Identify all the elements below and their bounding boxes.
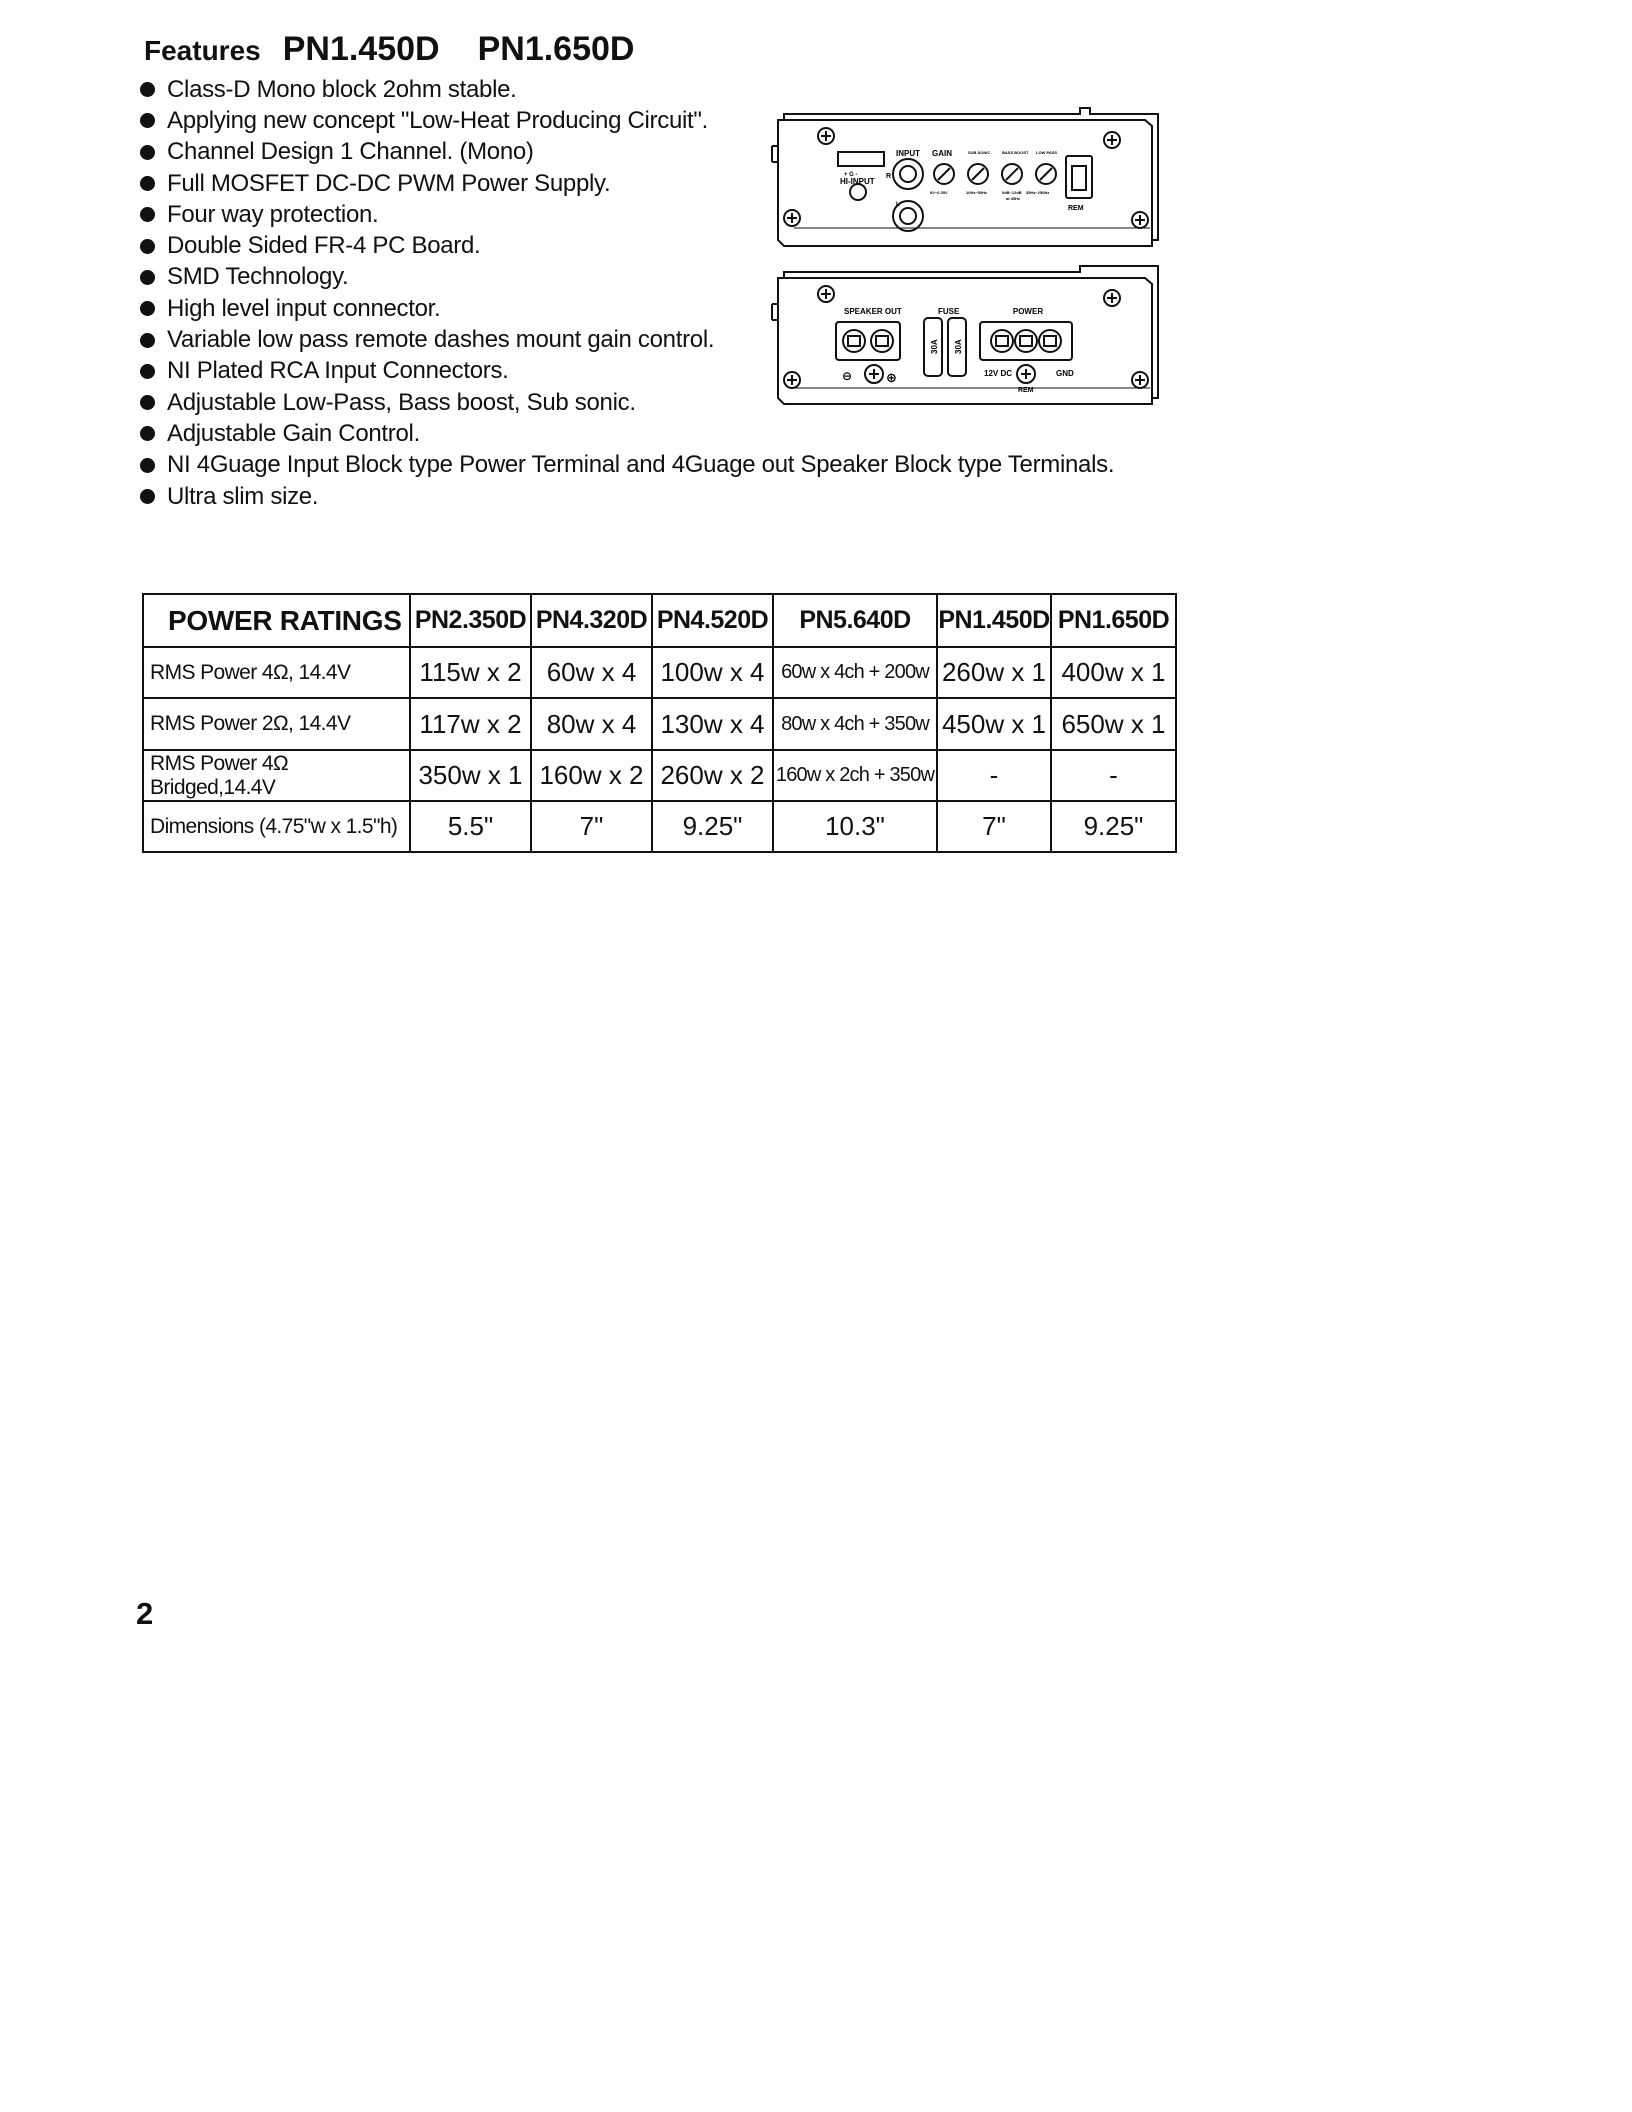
gain-label: GAIN [932, 149, 952, 158]
feature-item: Full MOSFET DC-DC PWM Power Supply. [140, 168, 1114, 199]
features-label: Features [144, 35, 261, 66]
bullet-icon [140, 301, 155, 316]
table-row [143, 698, 1176, 750]
table-cell: - [937, 750, 1051, 801]
bullet-icon [140, 395, 155, 410]
table-cell: 60w x 4 [531, 647, 652, 698]
feature-item: Double Sided FR-4 PC Board. [140, 230, 1114, 261]
plus-icon: ⊕ [886, 370, 897, 385]
rem-label: REM [1018, 387, 1034, 394]
table-row [143, 647, 1176, 698]
feature-item: SMD Technology. [140, 262, 1114, 293]
bullet-icon [140, 270, 155, 285]
column-header: PN4.320D [531, 594, 652, 647]
sub-scale: 10Hz~50Hz [966, 190, 988, 195]
l-label: L [896, 202, 900, 208]
table-header: POWER RATINGS [143, 594, 410, 647]
table-cell: 5.5" [410, 801, 531, 852]
table-cell: 7" [937, 801, 1051, 852]
sub-sonic-label: SUB SONIC [968, 150, 991, 155]
feature-item: Channel Design 1 Channel. (Mono) [140, 137, 1114, 168]
table-cell: 100w x 4 [652, 647, 773, 698]
table-cell: 9.25" [1051, 801, 1176, 852]
table-cell: 260w x 2 [652, 750, 773, 801]
feature-item: Variable low pass remote dashes mount gain control. [140, 324, 1114, 355]
bass-boost-label: BASS BOOST [1002, 150, 1029, 155]
table-cell: 7" [531, 801, 652, 852]
table-cell: 400w x 1 [1051, 647, 1176, 698]
bullet-icon [140, 426, 155, 441]
table-cell: 450w x 1 [937, 698, 1051, 750]
table-cell: 130w x 4 [652, 698, 773, 750]
bass-scale: 0dB~12dB [1002, 190, 1022, 195]
bullet-icon [140, 82, 155, 97]
feature-item: Class-D Mono block 2ohm stable. [140, 74, 1114, 105]
fuse-rating: 30A [930, 339, 939, 354]
feature-item: Ultra slim size. [140, 481, 1114, 512]
row-label: Dimensions (4.75"w x 1.5"h) [143, 801, 410, 852]
column-header: PN4.520D [652, 594, 773, 647]
table-cell: 60w x 4ch + 200w [773, 647, 937, 698]
table-cell: 117w x 2 [410, 698, 531, 750]
column-header: PN1.450D [937, 594, 1051, 647]
minus-icon: ⊖ [842, 369, 853, 383]
column-header: PN1.650D [1051, 594, 1176, 647]
table-cell: 80w x 4 [531, 698, 652, 750]
table-row [143, 801, 1176, 852]
feature-item: Four way protection. [140, 199, 1114, 230]
table-cell: 10.3" [773, 801, 937, 852]
bullet-icon [140, 145, 155, 160]
gnd-label: GND [1056, 369, 1074, 378]
v12-label: 12V DC [984, 369, 1013, 378]
bullet-icon [140, 458, 155, 473]
hi-input-label: HI-INPUT [840, 177, 875, 186]
bullet-icon [140, 207, 155, 222]
gain-scale: 8V~0.25V [930, 190, 948, 195]
bullet-icon [140, 176, 155, 191]
table-row [143, 750, 1176, 801]
table-header-row [143, 594, 1176, 647]
model-name: PN1.450D [282, 30, 440, 68]
bullet-icon [140, 333, 155, 348]
bullet-icon [140, 113, 155, 128]
features-title [144, 30, 672, 69]
feature-item: NI 4Guage Input Block type Power Terminal and 4Guage out Speaker Block type Terminals. [140, 450, 1114, 481]
model-name: PN1.650D [477, 30, 635, 68]
row-label: RMS Power 4Ω Bridged,14.4V [143, 750, 410, 801]
column-header: PN5.640D [773, 594, 937, 647]
table-cell: 160w x 2ch + 350w [773, 750, 937, 801]
front-panel-diagram [770, 106, 1162, 252]
table-cell: 115w x 2 [410, 647, 531, 698]
bullet-icon [140, 239, 155, 254]
page-number: 2 [136, 1596, 154, 1631]
bass-scale-note: at 45Hz [1006, 196, 1021, 201]
feature-item: Applying new concept "Low-Heat Producing Circuit". [140, 105, 1114, 136]
fuse-label: FUSE [938, 307, 960, 316]
fuse-rating: 30A [954, 339, 963, 354]
speaker-out-label: SPEAKER OUT [844, 307, 902, 316]
feature-item: NI Plated RCA Input Connectors. [140, 356, 1114, 387]
row-label: RMS Power 2Ω, 14.4V [143, 698, 410, 750]
column-header: PN2.350D [410, 594, 531, 647]
table-cell: 350w x 1 [410, 750, 531, 801]
feature-item: Adjustable Low-Pass, Bass boost, Sub sonic. [140, 387, 1114, 418]
rear-panel-diagram [770, 264, 1162, 410]
bullet-icon [140, 489, 155, 504]
feature-item: Adjustable Gain Control. [140, 418, 1114, 449]
r-label: R [886, 173, 892, 180]
bullet-icon [140, 364, 155, 379]
table-cell: 260w x 1 [937, 647, 1051, 698]
low-scale: 35Hz~250Hz [1026, 190, 1050, 195]
row-label: RMS Power 4Ω, 14.4V [143, 647, 410, 698]
table-cell: - [1051, 750, 1176, 801]
table-cell: 650w x 1 [1051, 698, 1176, 750]
power-ratings-table [142, 593, 1177, 853]
pins-label: + G - [844, 172, 858, 178]
input-label: INPUT [896, 149, 920, 158]
power-label: POWER [1012, 307, 1044, 316]
feature-item: High level input connector. [140, 293, 1114, 324]
table-cell: 160w x 2 [531, 750, 652, 801]
rem-label: REM [1068, 205, 1084, 212]
table-cell: 9.25" [652, 801, 773, 852]
low-pass-label: LOW PASS [1036, 150, 1058, 155]
table-cell: 80w x 4ch + 350w [773, 698, 937, 750]
